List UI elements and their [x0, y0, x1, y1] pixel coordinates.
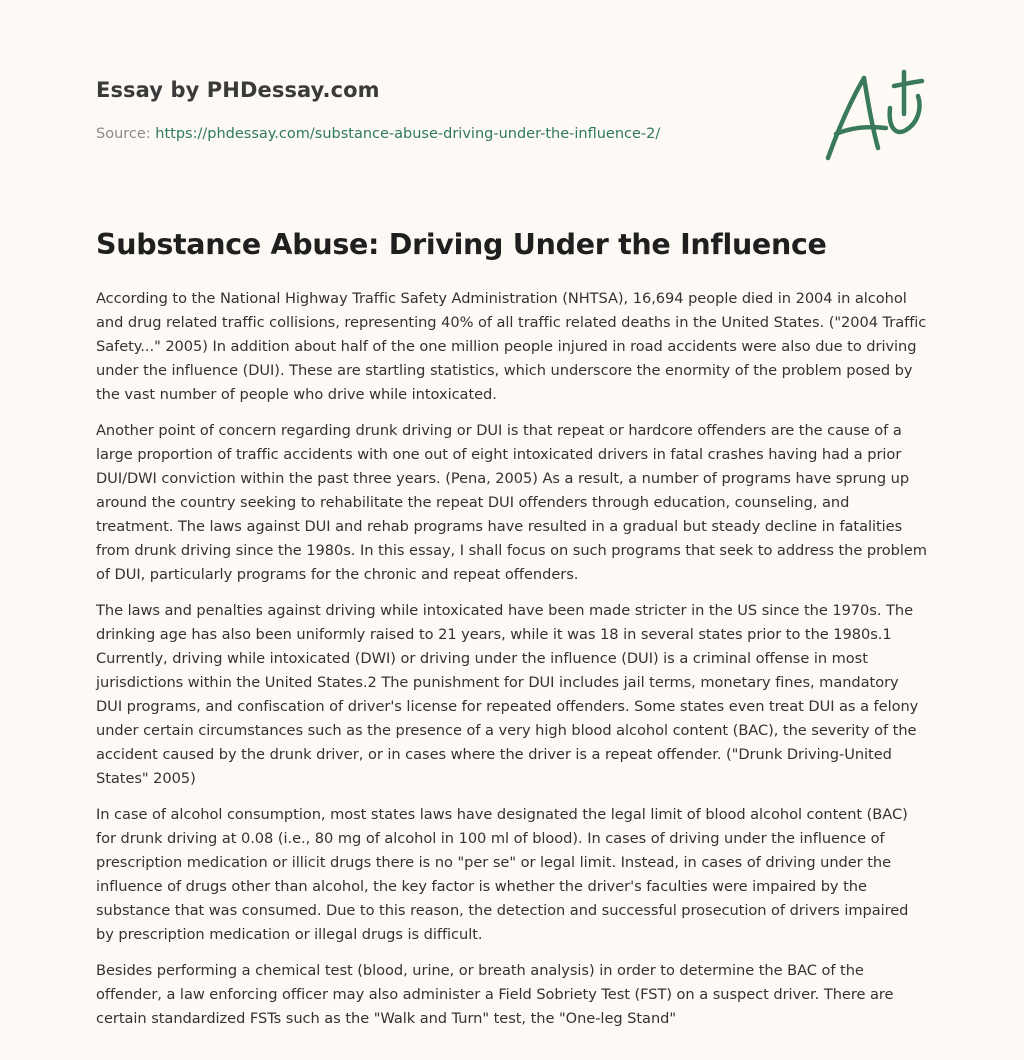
source-link[interactable]: https://phdessay.com/substance-abuse-driving-under-the-influence-2/ — [155, 126, 661, 142]
page-header — [96, 76, 796, 144]
paragraph: In case of alcohol consumption, most states laws have designated the legal limit of blood alcohol content (BAC) for drunk driving at 0.08 (i.e., 80 mg of alcohol in 100 ml of blood). In cases of driving under the influence of prescription medication or illicit drugs there is no "per se" or legal limit. Instead, in cases of driving under the influence of drugs other than alcohol, the key factor is whether the driver's faculties were impaired by the substance that was consumed. Due to this reason, the detection and successful prosecution of drivers impaired by prescription medication or illegal drugs is difficult. — [96, 806, 909, 943]
paragraph: Another point of concern regarding drunk driving or DUI is that repeat or hardcore offenders are the cause of a large proportion of traffic accidents with one out of eight intoxicated drivers in fatal crashes having had a prior DUI/DWI conviction within the past three years. (Pena, 2005) As a result, a number of programs have sprung up around the country seeking to rehabilitate the repeat DUI offenders through education, counseling, and treatment. The laws against DUI and rehab programs have resulted in a gradual but steady decline in fatalities from drunk driving since the 1980s. In this essay, I shall focus on such programs that seek to address the problem of DUI, particularly programs for the chronic and repeat offenders. — [96, 422, 927, 583]
article-title: Substance Abuse: Driving Under the Influence — [96, 228, 827, 261]
source-label: Source: — [96, 126, 151, 142]
source-line — [96, 124, 796, 144]
paragraph: The laws and penalties against driving while intoxicated have been made stricter in the US since the 1970s. The drinking age has also been uniformly raised to 21 years, while it was 18 in several states prior to the 1980s.1 Currently, driving while intoxicated (DWI) or driving under the influence (DUI) is a criminal offense in most jurisdictions within the United States.2 The punishment for DUI includes jail terms, monetary fines, mandatory DUI programs, and confiscation of driver's license for repeated offenders. Some states even treat DUI as a felony under certain circumstances such as the presence of a very high blood alcohol content (BAC), the severity of the accident caused by the drunk driver, or in cases where the driver is a repeat offender. ("Drunk Driving-United States" 2005) — [96, 602, 919, 787]
article-body — [96, 287, 928, 1043]
a-plus-grade-icon — [818, 68, 928, 168]
paragraph: Besides performing a chemical test (blood, urine, or breath analysis) in order to determine the BAC of the offender, a law enforcing officer may also administer a Field Sobriety Test (FST) on a suspect driver. There are certain standardized FSTs such as the "Walk and Turn" test, the "One-leg Stand" — [96, 962, 894, 1027]
paragraph: According to the National Highway Traffic Safety Administration (NHTSA), 16,694 people died in 2004 in alcohol and drug related traffic collisions, representing 40% of all traffic related deaths in the United States. ("2004 Traffic Safety..." 2005) In addition about half of the one million people injured in road accidents were also due to driving under the influence (DUI). These are startling statistics, which underscore the enormity of the problem posed by the vast number of people who drive while intoxicated. — [96, 290, 927, 403]
site-brand: Essay by PHDessay.com — [96, 78, 380, 102]
